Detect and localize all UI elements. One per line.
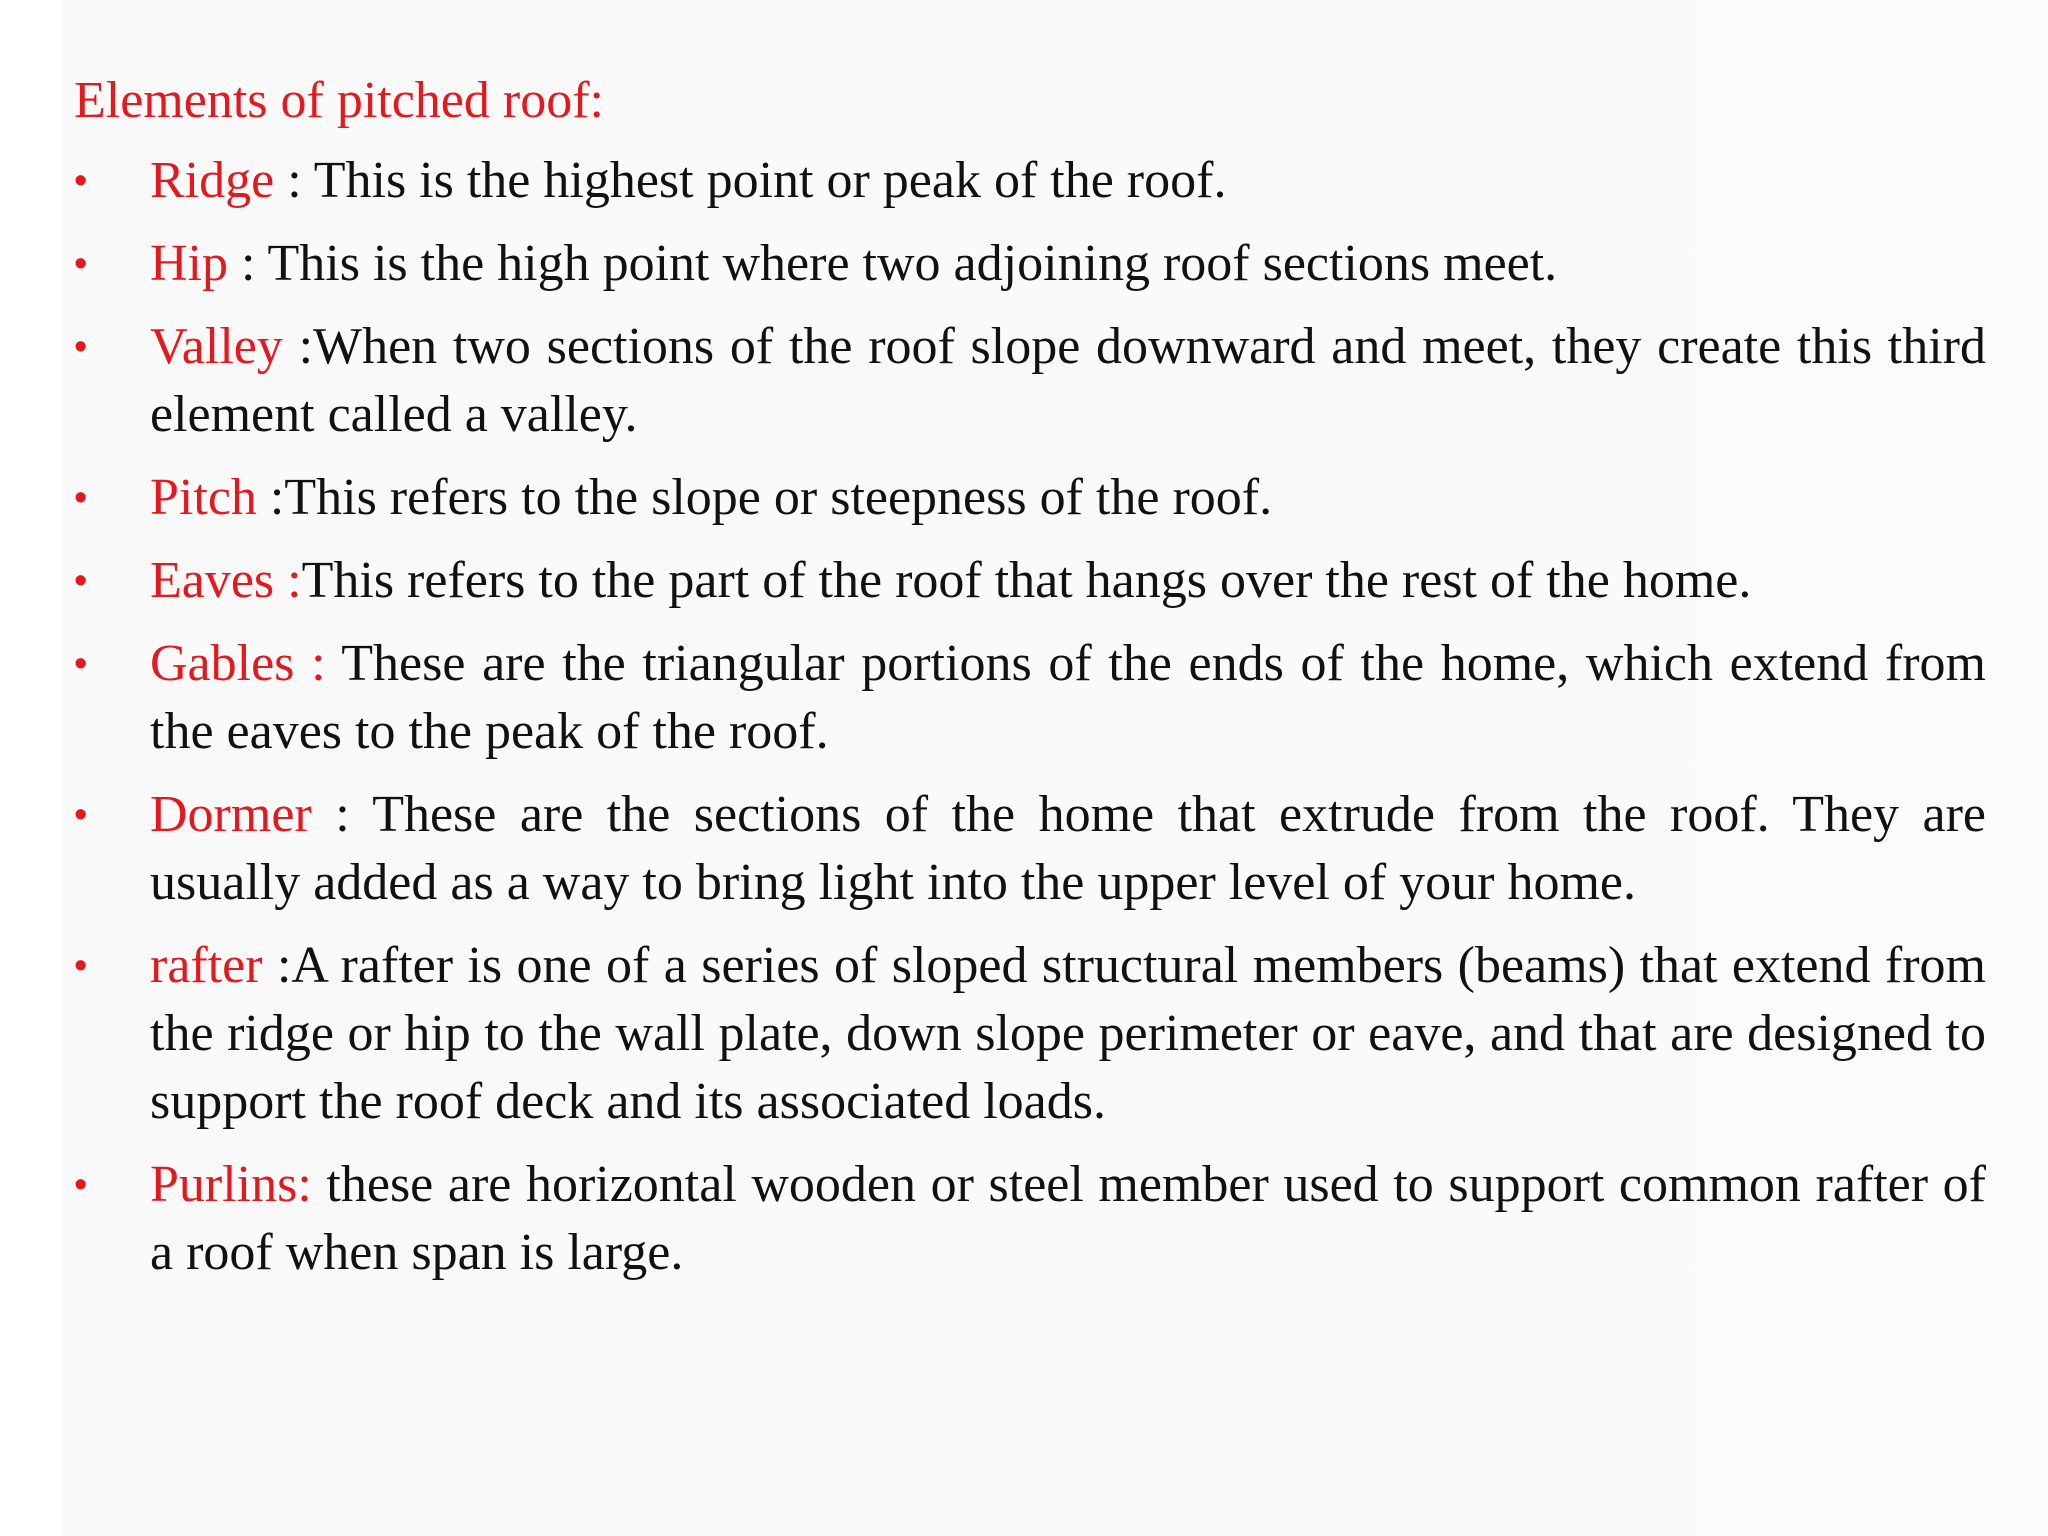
list-item-pitch — [74, 464, 1986, 532]
term-definition: These are the triangular portions of the ends of the home, which extend from the eaves to the peak of the roof. — [150, 635, 1987, 760]
term-label: Dormer — [150, 786, 336, 843]
term-label: Gables : — [150, 635, 342, 692]
bullet-icon: • — [74, 160, 88, 202]
bullet-icon: • — [74, 643, 88, 685]
bullet-icon: • — [74, 560, 88, 602]
term-label: Valley — [150, 318, 299, 375]
slide-title: Elements of pitched roof: — [74, 72, 604, 129]
term-label: rafter — [150, 937, 277, 994]
term-label: Ridge — [150, 152, 288, 209]
term-definition: :This refers to the slope or steepness of the roof. — [269, 469, 1273, 526]
bullet-icon: • — [74, 477, 88, 519]
term-definition: :A rafter is one of a series of sloped structural members (beams) that extend from the ridge or hip to the wall plate, down slope perimeter or eave, and that are designed to support the roof deck and its associated loads. — [150, 937, 1986, 1130]
term-definition: :When two sections of the roof slope downward and meet, they create this third element called a valley. — [150, 318, 1987, 443]
list-item-valley — [74, 313, 1986, 449]
term-label: Purlins: — [150, 1156, 327, 1213]
list-item-eaves — [74, 547, 1986, 615]
list-item-rafter — [74, 932, 1986, 1136]
list-item-ridge — [74, 147, 1986, 215]
term-label: Pitch — [150, 469, 270, 526]
list-item-hip — [74, 230, 1986, 298]
bullet-icon: • — [74, 945, 88, 987]
bullet-icon: • — [74, 1164, 88, 1206]
bullet-icon: • — [74, 243, 88, 285]
term-label: Hip — [150, 235, 241, 292]
list-item-dormer — [74, 781, 1986, 917]
roof-elements-list — [74, 147, 1986, 1302]
term-definition: : This is the highest point or peak of the roof. — [287, 152, 1227, 209]
bullet-icon: • — [74, 794, 88, 836]
list-item-purlins — [74, 1151, 1986, 1287]
term-label: Eaves : — [150, 552, 302, 609]
term-definition: these are horizontal wooden or steel member used to support common rafter of a roof when span is large. — [150, 1156, 1986, 1281]
list-item-gables — [74, 630, 1986, 766]
bullet-icon: • — [74, 326, 88, 368]
term-definition: : This is the high point where two adjoining roof sections meet. — [241, 235, 1558, 292]
term-definition: This refers to the part of the roof that hangs over the rest of the home. — [301, 552, 1752, 609]
term-definition: : These are the sections of the home that extrude from the roof. They are usually added as a way to bring light into the upper level of your home. — [150, 786, 1987, 911]
